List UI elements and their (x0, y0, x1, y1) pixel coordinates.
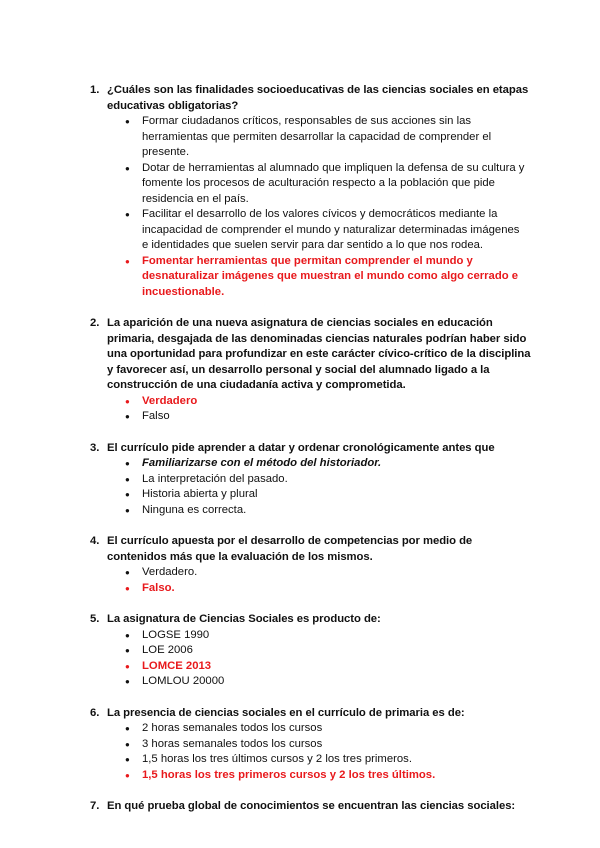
option-list (107, 721, 532, 783)
option-b: ● LOE 2006 (142, 643, 532, 659)
option-list (107, 628, 532, 690)
option-c: ● Historia abierta y plural (142, 487, 532, 503)
option-d: ● Ninguna es correcta. (142, 503, 532, 519)
question-6 (80, 706, 532, 784)
option-a-highlighted: ● Familiarizarse con el método del historiador. (142, 456, 532, 472)
question-number: 3. (90, 441, 100, 454)
question-text: La presencia de ciencias sociales en el currículo de primaria es de: (107, 706, 465, 719)
question-text: El currículo apuesta por el desarrollo de competencias por medio de contenidos más que la evaluación de los mismos. (107, 535, 473, 563)
question-number: 5. (90, 613, 100, 625)
question-3 (80, 441, 532, 519)
option-d: ● LOMLOU 20000 (142, 674, 532, 690)
option-b: ● Falso (142, 409, 532, 425)
question-number: 7. (90, 800, 100, 812)
question-text: ¿Cuáles son las finalidades socioeducativas de las ciencias sociales en etapas educativas obligatorias? (107, 84, 529, 112)
question-4 (80, 534, 532, 596)
option-c-correct: ● LOMCE 2013 (142, 659, 532, 675)
question-text: En qué prueba global de conocimientos se encuentran las ciencias sociales: (107, 800, 516, 812)
option-a: ● Formar ciudadanos críticos, responsables de sus acciones sin las herramientas que permiten desarrollar la capacidad de comprender el presente. (142, 114, 532, 161)
question-5 (80, 612, 532, 690)
question-1 (80, 83, 532, 300)
question-text: La aparición de una nueva asignatura de ciencias sociales en educación primaria, desgajada de las denominadas ciencias naturales podrían haber sido una oportunidad para profundizar en este carácter cívico-crítico de la disciplina y favorecer así, un desarrollo personal y social del alumnado ligado a la construcción de una ciudadanía activa y comprometida. (107, 317, 531, 391)
option-b-correct: ● Falso. (142, 581, 532, 597)
question-2 (80, 316, 532, 425)
option-c: ● Facilitar el desarrollo de los valores cívicos y democráticos mediante la incapacidad de comprender el mundo y naturalizar determinadas imágenes e identidades que suelen servir para dar sentido a lo que nos rodea. (142, 207, 532, 254)
question-number: 4. (90, 535, 100, 547)
option-b: ● Dotar de herramientas al alumnado que impliquen la defensa de su cultura y fomente los procesos de aculturación respecto a la población que pide residencia en el país. (142, 161, 532, 208)
question-text: El currículo pide aprender a datar y ordenar cronológicamente antes que (107, 441, 495, 454)
option-d-correct: ● Fomentar herramientas que permitan comprender el mundo y desnaturalizar imágenes que muestran el mundo como algo cerrado e incuestionable. (142, 254, 532, 301)
option-b: ● 3 horas semanales todos los cursos (142, 737, 532, 753)
question-number: 6. (90, 706, 100, 719)
option-list (107, 114, 532, 300)
option-list (107, 565, 532, 596)
option-a: ● LOGSE 1990 (142, 628, 532, 644)
option-list (107, 394, 532, 425)
option-c: ● 1,5 horas los tres últimos cursos y 2 los tres primeros. (142, 752, 532, 768)
question-list (80, 83, 532, 831)
question-7 (80, 799, 532, 815)
question-text: La asignatura de Ciencias Sociales es producto de: (107, 613, 381, 625)
option-a: ● Verdadero. (142, 565, 532, 581)
option-d-correct: ● 1,5 horas los tres primeros cursos y 2 los tres últimos. (142, 768, 532, 784)
option-b: ● La interpretación del pasado. (142, 472, 532, 488)
question-number: 2. (90, 317, 100, 329)
option-list (107, 456, 532, 518)
option-a-correct: ● Verdadero (142, 394, 532, 410)
question-number: 1. (90, 84, 100, 96)
option-a: ● 2 horas semanales todos los cursos (142, 721, 532, 737)
